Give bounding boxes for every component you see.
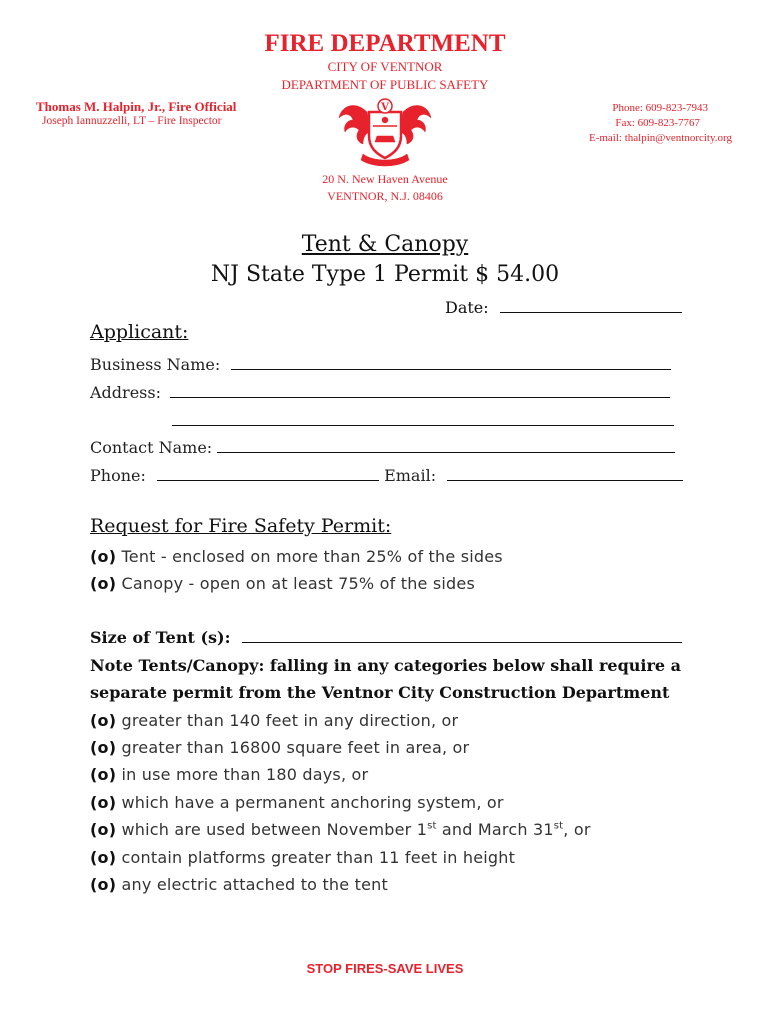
form-title: Tent & Canopy — [301, 232, 469, 257]
request-heading: Request for Fire Safety Permit: — [90, 515, 392, 537]
address-label: Address: — [90, 383, 161, 402]
street-address: 20 N. New Haven Avenue — [322, 172, 448, 186]
address-line2-blank[interactable] — [172, 411, 674, 426]
tent-option[interactable] — [90, 547, 503, 566]
note-line-2: separate permit from the Ventnor City Construction Department — [90, 683, 670, 702]
date-label: Date: — [445, 298, 489, 317]
contact-name-field[interactable] — [90, 438, 675, 457]
tent-size-label: Size of Tent (s): — [90, 628, 231, 647]
canopy-option[interactable] — [90, 574, 475, 593]
date-field[interactable] — [445, 298, 682, 317]
tent-option-label: Tent - enclosed on more than 25% of the sides — [121, 547, 503, 566]
criteria-item[interactable] — [90, 875, 388, 894]
department-title: FIRE DEPARTMENT — [264, 30, 506, 57]
contact-phone: Phone: 609-823-7943 — [612, 102, 708, 114]
criteria-label: contain platforms greater than 11 feet in height — [121, 848, 516, 867]
criteria-item[interactable] — [90, 765, 368, 784]
criteria-item[interactable] — [90, 820, 591, 839]
criteria-item[interactable] — [90, 711, 458, 730]
tent-size-field[interactable] — [90, 628, 682, 647]
form-subtitle: NJ State Type 1 Permit $ 54.00 — [210, 262, 560, 287]
applicant-heading: Applicant: — [90, 321, 189, 343]
criteria-label: greater than 16800 square feet in area, or — [121, 738, 470, 757]
contact-email: E-mail: thalpin@ventnorcity.org — [588, 132, 732, 144]
phone-blank[interactable] — [157, 466, 379, 481]
criteria-label: which are used between November 1 — [121, 820, 428, 839]
department-name: DEPARTMENT OF PUBLIC SAFETY — [281, 77, 489, 92]
criteria-label: greater than 140 feet in any direction, or — [121, 711, 459, 730]
fire-inspector-name: Joseph Iannuzzelli, LT – Fire Inspector — [42, 115, 222, 127]
address-line2-field[interactable] — [172, 411, 674, 430]
contact-name-blank[interactable] — [217, 438, 675, 453]
footer-slogan: STOP FIRES-SAVE LIVES — [306, 961, 464, 976]
business-name-label: Business Name: — [90, 355, 221, 374]
business-name-field[interactable] — [90, 355, 671, 374]
email-label: Email: — [384, 466, 437, 485]
ordinal-suffix: st — [553, 820, 564, 832]
criteria-radio[interactable]: (o) — [90, 875, 117, 894]
city-state-zip: VENTNOR, N.J. 08406 — [327, 189, 443, 203]
business-name-blank[interactable] — [231, 355, 671, 370]
seal-letter: V — [381, 102, 389, 113]
criteria-radio[interactable]: (o) — [90, 848, 117, 867]
criteria-label: any electric attached to the tent — [121, 875, 388, 894]
canopy-option-label: Canopy - open on at least 75% of the sides — [121, 574, 475, 593]
contact-fax: Fax: 609-823-7767 — [615, 117, 700, 129]
criteria-radio[interactable]: (o) — [90, 820, 117, 839]
criteria-label-end: , or — [563, 820, 591, 839]
criteria-item[interactable] — [90, 848, 515, 867]
fire-official-name: Thomas M. Halpin, Jr., Fire Official — [36, 99, 237, 114]
criteria-radio[interactable]: (o) — [90, 793, 117, 812]
criteria-radio[interactable]: (o) — [90, 765, 117, 784]
contact-name-label: Contact Name: — [90, 438, 213, 457]
tent-radio[interactable]: (o) — [90, 547, 117, 566]
tent-size-blank[interactable] — [242, 628, 682, 643]
phone-email-row — [90, 466, 683, 485]
criteria-radio[interactable]: (o) — [90, 711, 117, 730]
address-blank[interactable] — [170, 383, 670, 398]
criteria-label: which have a permanent anchoring system, or — [121, 793, 504, 812]
criteria-label: in use more than 180 days, or — [121, 765, 369, 784]
city-name: CITY OF VENTNOR — [327, 59, 443, 74]
criteria-item[interactable] — [90, 738, 469, 757]
canopy-radio[interactable]: (o) — [90, 574, 117, 593]
city-seal-icon — [337, 96, 433, 170]
phone-label: Phone: — [90, 466, 146, 485]
note-line-1: Note Tents/Canopy: falling in any categories below shall require a — [90, 656, 682, 675]
criteria-radio[interactable]: (o) — [90, 738, 117, 757]
criteria-item[interactable] — [90, 793, 504, 812]
date-blank[interactable] — [500, 298, 682, 313]
ordinal-suffix: st — [427, 820, 437, 832]
criteria-label-mid: and March 31 — [436, 820, 554, 839]
address-field[interactable] — [90, 383, 670, 402]
email-blank[interactable] — [447, 466, 683, 481]
